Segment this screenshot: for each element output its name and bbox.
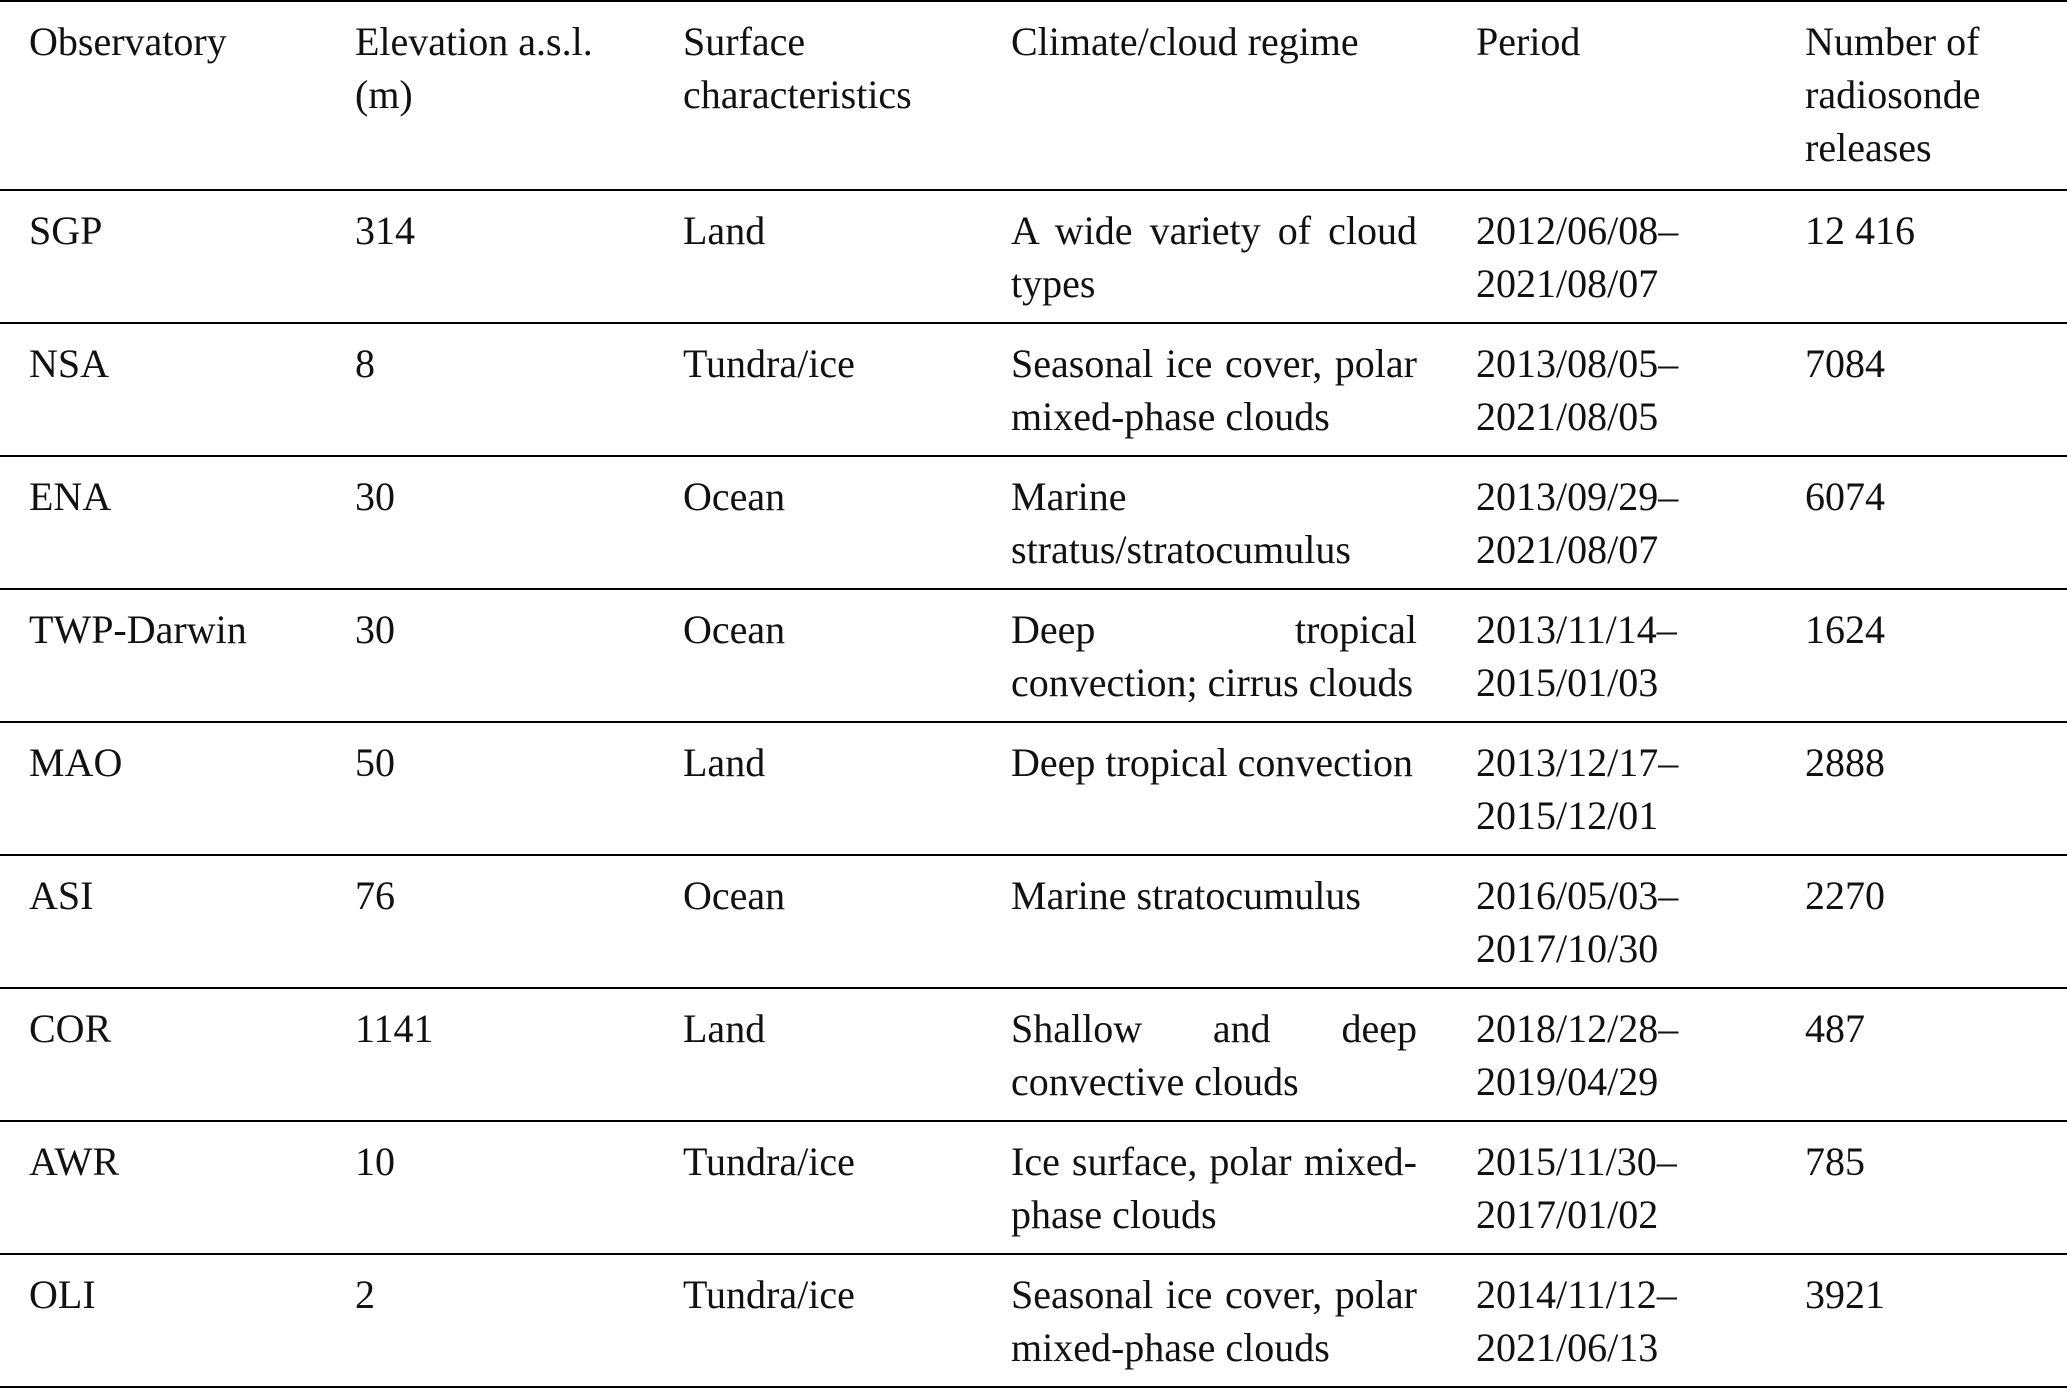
cell-period: 2013/11/14–2015/01/03 <box>1476 607 1677 705</box>
cell-climate-regime: Ice surface, polar mixed-phase clouds <box>1011 1139 1417 1237</box>
cell-period: 2013/08/05–2021/08/05 <box>1476 341 1679 439</box>
cell-surface: Land <box>683 1006 766 1051</box>
table-row <box>0 589 2067 722</box>
cell-elevation: 30 <box>355 607 395 652</box>
table-row <box>0 988 2067 1121</box>
cell-radiosonde-count: 6074 <box>1805 474 1885 519</box>
cell-surface: Tundra/ice <box>683 1139 855 1184</box>
header-climate-regime: Climate/cloud regime <box>1011 19 1359 64</box>
cell-surface: Tundra/ice <box>683 1272 855 1317</box>
cell-surface: Ocean <box>683 474 786 519</box>
cell-surface: Ocean <box>683 873 786 918</box>
header-period: Period <box>1476 19 1581 64</box>
cell-elevation: 10 <box>355 1139 395 1184</box>
cell-radiosonde-count: 1624 <box>1805 607 1885 652</box>
cell-climate-regime: Shallow and deep convective clouds <box>1011 1006 1417 1104</box>
cell-period: 2015/11/30–2017/01/02 <box>1476 1139 1677 1237</box>
table-row <box>0 323 2067 456</box>
header-radiosonde-count: Number of radiosonde releases <box>1805 19 1981 170</box>
table-row <box>0 855 2067 988</box>
cell-period: 2012/06/08–2021/08/07 <box>1476 208 1679 306</box>
cell-climate-regime: Marine stratocumulus <box>1011 873 1361 918</box>
table-row <box>0 722 2067 855</box>
cell-radiosonde-count: 3921 <box>1805 1272 1885 1317</box>
header-observatory: Observatory <box>29 19 227 64</box>
cell-radiosonde-count: 7084 <box>1805 341 1885 386</box>
cell-radiosonde-count: 785 <box>1805 1139 1865 1184</box>
cell-observatory: TWP-Darwin <box>29 607 247 652</box>
cell-period: 2018/12/28–2019/04/29 <box>1476 1006 1679 1104</box>
cell-observatory: SGP <box>29 208 103 253</box>
cell-elevation: 76 <box>355 873 395 918</box>
cell-observatory: ASI <box>29 873 94 918</box>
cell-climate-regime: Seasonal ice cover, polar mixed-phase clouds <box>1011 1272 1417 1370</box>
cell-elevation: 50 <box>355 740 395 785</box>
cell-surface: Land <box>683 740 766 785</box>
cell-climate-regime: Deep tropical convection; cirrus clouds <box>1011 607 1417 705</box>
table-row <box>0 1254 2067 1387</box>
cell-observatory: COR <box>29 1006 112 1051</box>
cell-elevation: 8 <box>355 341 375 386</box>
cell-surface: Ocean <box>683 607 786 652</box>
cell-period: 2013/09/29–2021/08/07 <box>1476 474 1679 572</box>
cell-climate-regime: Deep tropical convection <box>1011 740 1414 785</box>
cell-radiosonde-count: 487 <box>1805 1006 1865 1051</box>
cell-period: 2013/12/17–2015/12/01 <box>1476 740 1679 838</box>
table-row <box>0 1121 2067 1254</box>
cell-observatory: NSA <box>29 341 110 386</box>
cell-period: 2014/11/12–2021/06/13 <box>1476 1272 1677 1370</box>
cell-period: 2016/05/03–2017/10/30 <box>1476 873 1679 971</box>
cell-elevation: 1141 <box>355 1006 434 1051</box>
table-row <box>0 190 2067 323</box>
cell-radiosonde-count: 2270 <box>1805 873 1885 918</box>
header-surface: Surface characteristics <box>683 19 912 117</box>
cell-elevation: 2 <box>355 1272 375 1317</box>
cell-observatory: AWR <box>29 1139 120 1184</box>
cell-surface: Tundra/ice <box>683 341 855 386</box>
cell-climate-regime: Seasonal ice cover, polar mixed-phase clouds <box>1011 341 1417 439</box>
cell-surface: Land <box>683 208 766 253</box>
cell-elevation: 30 <box>355 474 395 519</box>
table-row <box>0 456 2067 589</box>
cell-climate-regime: A wide variety of cloud types <box>1011 208 1417 306</box>
cell-radiosonde-count: 2888 <box>1805 740 1885 785</box>
cell-climate-regime: Marine stratus/stratocumulus <box>1011 474 1351 572</box>
cell-elevation: 314 <box>355 208 415 253</box>
table-header-row <box>0 1 2067 190</box>
cell-radiosonde-count: 12 416 <box>1805 208 1915 253</box>
cell-observatory: ENA <box>29 474 112 519</box>
cell-observatory: MAO <box>29 740 123 785</box>
cell-observatory: OLI <box>29 1272 96 1317</box>
header-elevation: Elevation a.s.l. (m) <box>355 19 593 117</box>
